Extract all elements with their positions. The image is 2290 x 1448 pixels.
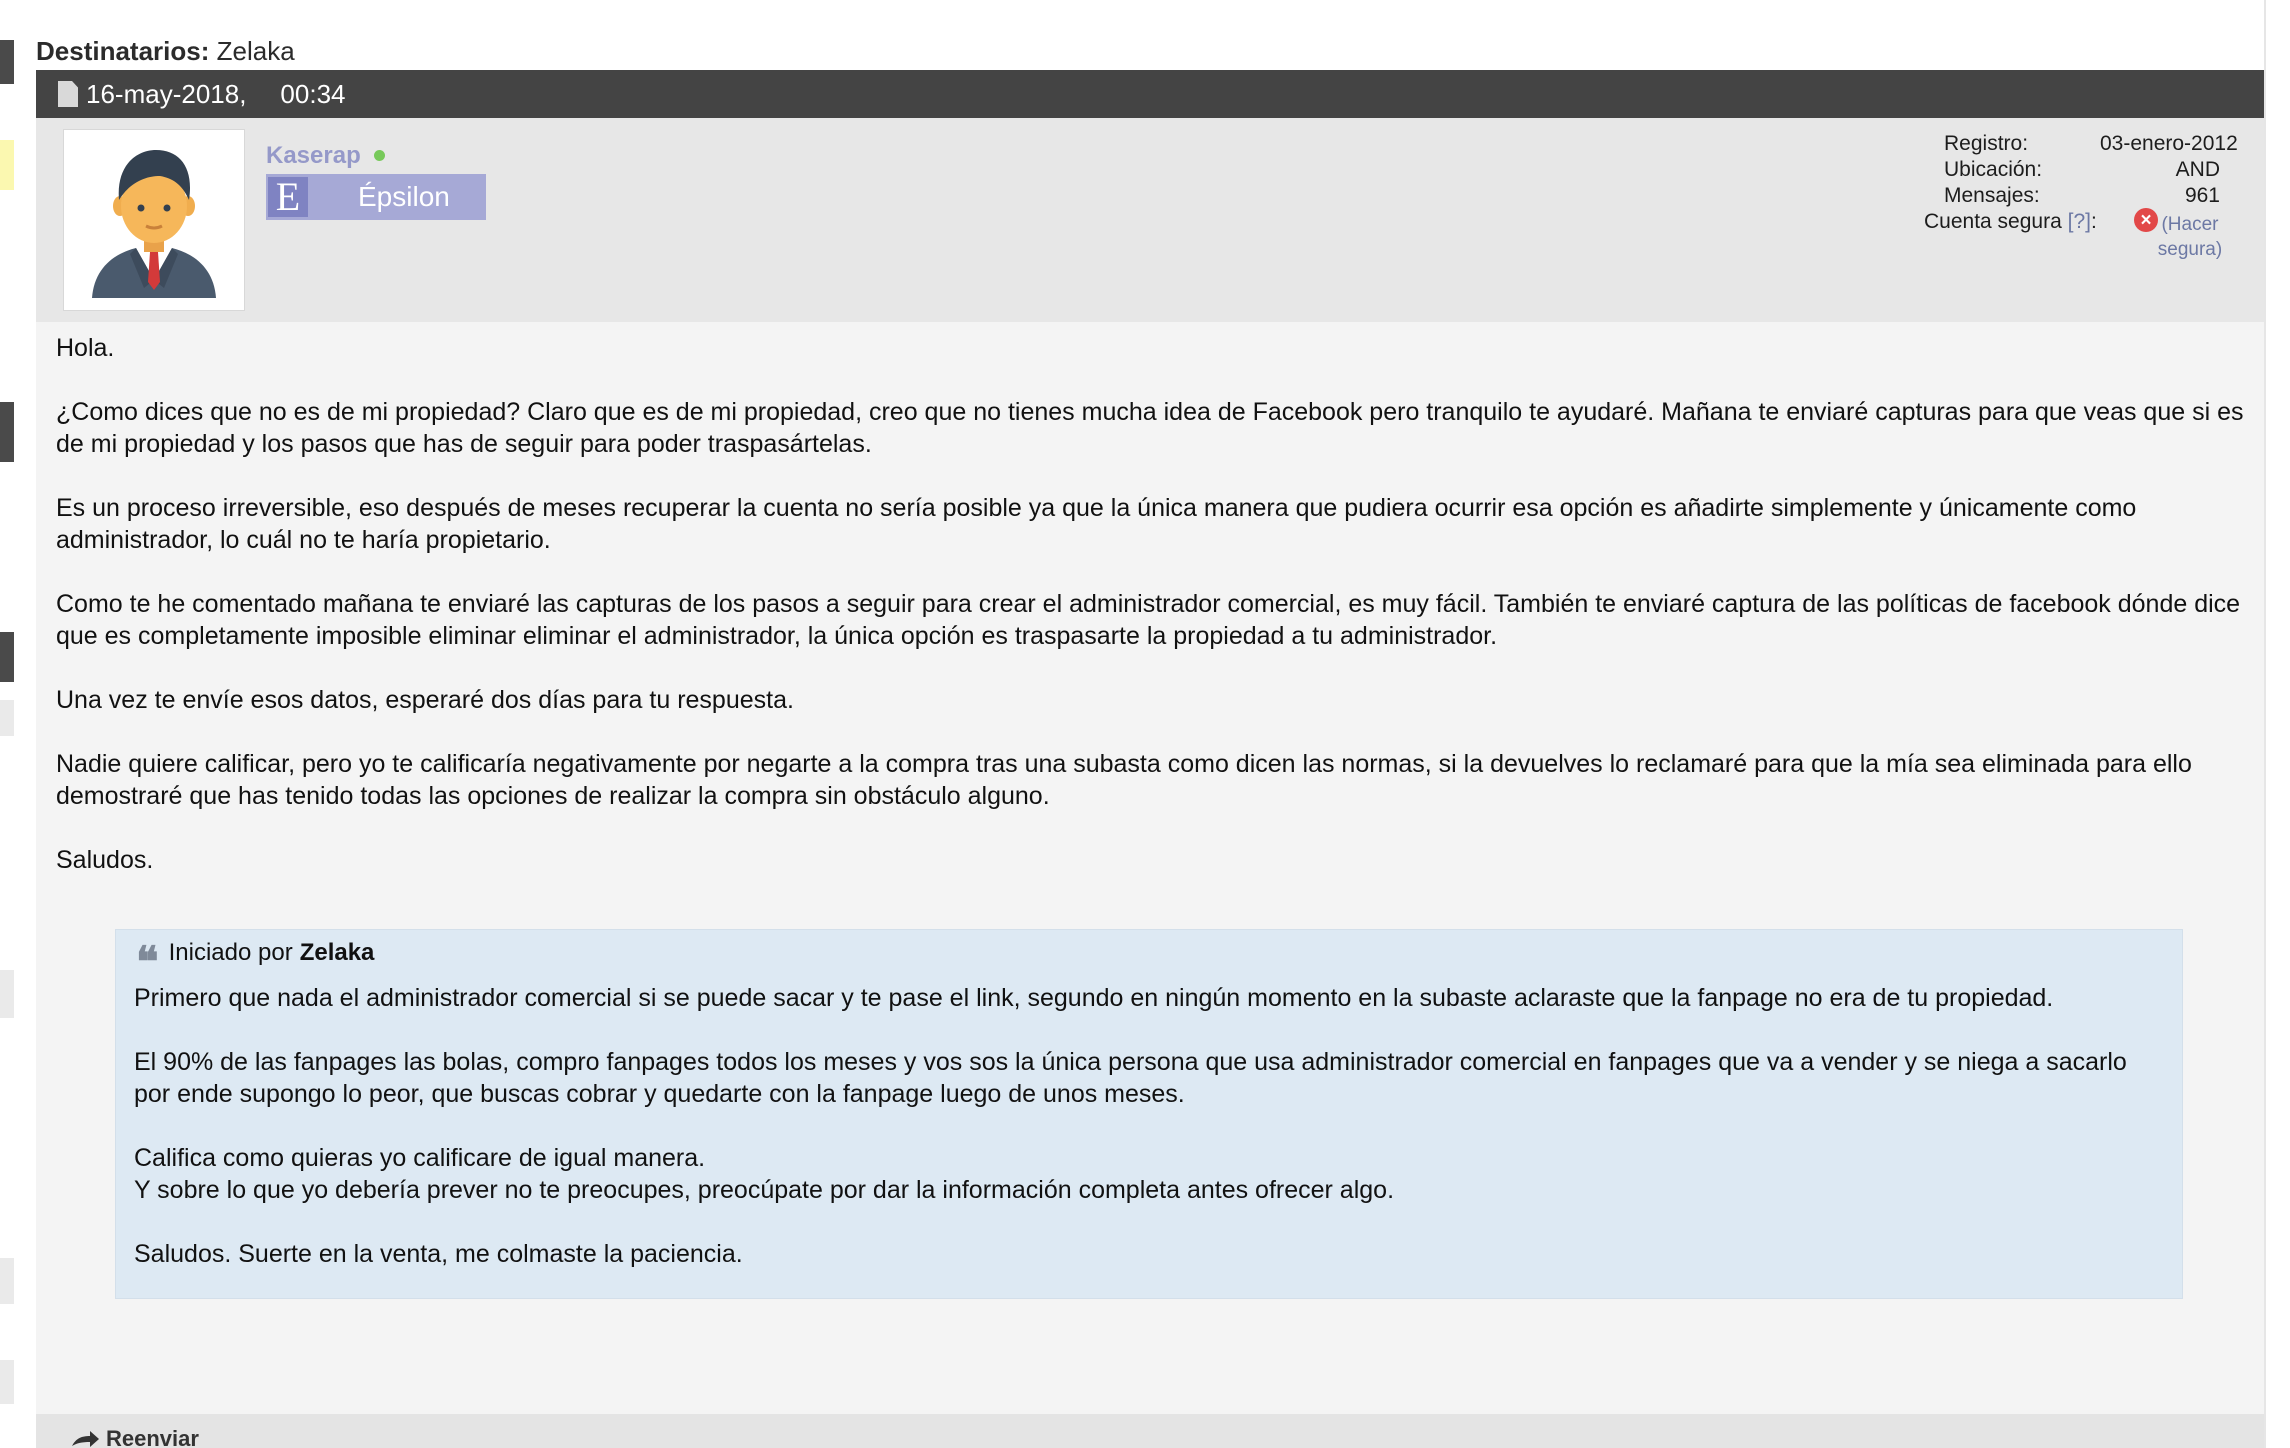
post-time: 00:34 <box>280 78 346 109</box>
forward-label: Reenviar <box>106 1426 199 1448</box>
right-scroll-edge <box>2264 0 2290 1448</box>
stat-registro-label: Registro: <box>1944 132 2029 155</box>
quote-body <box>134 982 2164 1302</box>
message-area <box>36 322 2264 1414</box>
message-paragraph: Saludos. <box>56 846 154 874</box>
left-edge-block <box>0 140 14 190</box>
left-edge-block <box>0 40 14 84</box>
quote-paragraph: Primero que nada el administrador comercial si se puede sacar y te pase el link, segundo en ningún momento en la subaste aclaraste que la fanpage no era de tu propiedad. <box>134 984 2054 1012</box>
quote-block <box>116 930 2182 1298</box>
post-header <box>36 70 2264 118</box>
quote-paragraph: El 90% de las fanpages las bolas, compro fanpages todos los meses y vos sos la única persona que usa administrador comercial en fanpages que va a vender y se niega a sacarlo por ende supongo lo peor, que buscas cobrar y quedarte con la fanpage luego de unos meses. <box>134 1048 2127 1108</box>
rank-badge <box>266 174 486 220</box>
left-edge-block <box>0 632 14 682</box>
stat-cuenta-label: Cuenta segura <box>1924 210 2062 233</box>
message-paragraph: Es un proceso irreversible, eso después de meses recuperar la cuenta no sería posible ya que la única manera que pudiera ocurrir esa opción es añadirte simplemente y únicamente como administrador, lo cuál no te haría propietario. <box>56 494 2137 554</box>
user-avatar-icon <box>64 130 244 310</box>
stat-ubicacion-value: AND <box>2175 158 2220 181</box>
quote-author[interactable]: Zelaka <box>299 939 375 966</box>
quote-header <box>136 937 375 986</box>
message-paragraph: Como te he comentado mañana te enviaré las capturas de los pasos a seguir para crear el administrador comercial, es muy fácil. También te enviaré captura de las políticas de facebook dónde dice que es completamente imposible eliminar eliminar el administrador, la única opción es traspasarte la propiedad a tu administrador. <box>56 590 2241 650</box>
message-paragraph: Una vez te envíe esos datos, esperaré dos días para tu respuesta. <box>56 686 794 714</box>
message-paragraph: Nadie quiere calificar, pero yo te calificaría negativamente por negarte a la compra tras una subasta como dicen las normas, si la devuelves lo reclamaré para que la mía sea eliminada para ello demostraré que has tenido todas las opciones de realizar la compra sin obstáculo alguno. <box>56 750 2192 810</box>
stat-mensajes-label: Mensajes: <box>1944 184 2040 207</box>
quote-paragraph <box>134 1142 2164 1206</box>
recipients-label: Destinatarios: <box>36 36 210 66</box>
forward-arrow-icon <box>70 1430 100 1448</box>
user-info-bar <box>36 118 2264 322</box>
x-icon: × <box>2134 208 2158 232</box>
left-edge-block <box>0 1360 14 1404</box>
quote-prefix: Iniciado por <box>168 939 293 966</box>
recipient-name[interactable]: Zelaka <box>216 36 295 66</box>
stat-ubicacion-label: Ubicación: <box>1944 158 2043 181</box>
left-edge-block <box>0 1258 14 1304</box>
post-date: 16-may-2018, <box>86 78 247 109</box>
quote-line: Y sobre lo que yo debería prever no te preocupes, preocúpate por dar la información completa antes ofrecer algo. <box>134 1176 1395 1204</box>
username-link[interactable]: Kaserap <box>266 142 361 169</box>
make-secure-line2: segura) <box>2157 239 2223 260</box>
quote-line: Califica como quieras yo calificare de igual manera. <box>134 1144 706 1172</box>
stat-registro-value: 03-enero-2012 <box>2100 132 2238 155</box>
stat-cuenta-segura <box>1924 210 2097 234</box>
rank-letter: E <box>268 177 308 217</box>
online-status-icon <box>374 150 385 161</box>
make-secure-link[interactable] <box>2140 212 2240 262</box>
post-icon <box>58 81 78 107</box>
message-paragraph: ¿Como dices que no es de mi propiedad? Claro que es de mi propiedad, creo que no tienes mucha idea de Facebook pero tranquilo te ayudaré. Mañana te enviaré capturas para que veas que si es de mi propiedad y los pasos que has de seguir para poder traspasártelas. <box>56 398 2244 458</box>
left-edge-block <box>0 700 14 736</box>
stat-mensajes-value: 961 <box>2184 184 2220 207</box>
stat-cuenta-colon: : <box>2090 210 2097 233</box>
post-footer <box>36 1414 2264 1448</box>
recipients-line <box>36 36 295 67</box>
avatar[interactable] <box>64 130 244 310</box>
quote-icon: ❝ <box>136 937 159 986</box>
rank-name: Épsilon <box>358 181 450 212</box>
help-link[interactable]: [?] <box>2067 210 2091 233</box>
forward-button[interactable] <box>70 1426 199 1448</box>
message-body <box>56 332 2246 908</box>
message-paragraph: Hola. <box>56 334 115 362</box>
quote-paragraph: Saludos. Suerte en la venta, me colmaste la paciencia. <box>134 1240 743 1268</box>
left-edge-block <box>0 970 14 1018</box>
make-secure-line1: (Hacer <box>2161 214 2219 235</box>
left-edge-block <box>0 402 14 462</box>
